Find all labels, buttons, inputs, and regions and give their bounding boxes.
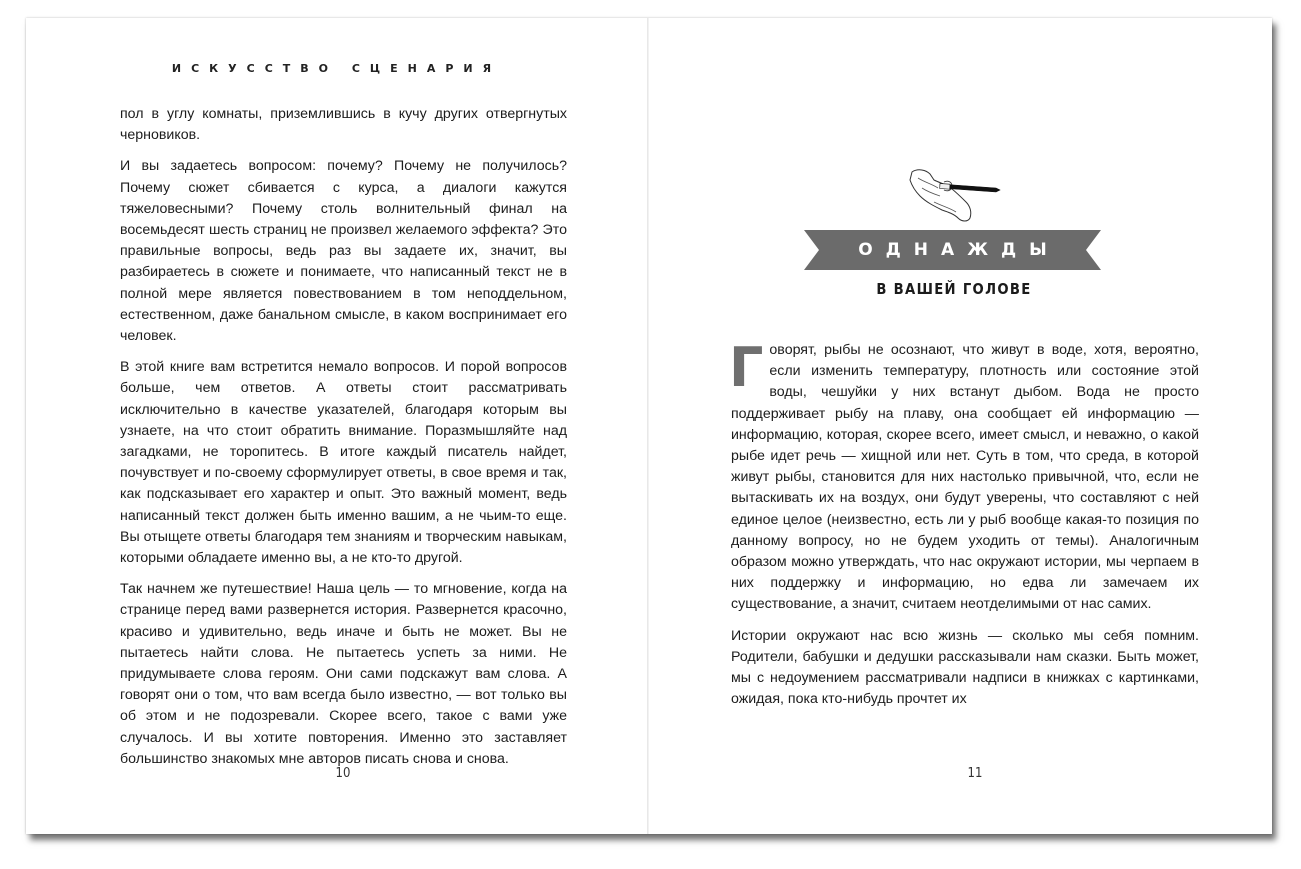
right-page — [649, 18, 1272, 834]
left-paragraph-2: И вы задаетесь вопросом: почему? Почему не получилось? Почему сюжет сбивается с курса, а диалоги кажутся тяжеловесными? Почему столь волнительный финал на восемьдесят шесть страниц не произвел желаемого эффекта? Это правильные вопросы, ведь раз вы задаете их, значит, вы разбираетесь в сюжете и понимаете, что написанный текст не в полной мере является повествованием в том неподдельном, естественном, даже банальном смысле, в каком воспринимает его человек. — [120, 158, 567, 345]
hand-with-pen-icon — [904, 162, 1004, 224]
drop-cap-letter: Г — [729, 336, 764, 399]
running-head: ИСКУССТВО СЦЕНАРИЯ — [171, 62, 502, 75]
left-page-text — [120, 104, 567, 780]
left-paragraph-4: Так начнем же путешествие! Наша цель — то мгновение, когда на странице перед вами развернется история. Развернется красочно, красиво и удивительно, ведь иначе и быть не может. Вы не пытаетесь найти слова. Не пытаетесь успеть за ними. Не придумываете слова героям. Они сами подскажут вам слова. А говорят они о том, что вам всегда было известно, — вот только вы об этом и не подозревали. Скорее всего, такое с вами уже случалось. И вы хотите повторения. Именно это заставляет большинство знакомых мне авторов писать снова и снова. — [120, 581, 567, 767]
book-spread — [26, 18, 1272, 834]
chapter-banner-title: ОДНАЖДЫ — [858, 240, 1060, 260]
left-page — [26, 18, 647, 834]
right-page-text — [729, 336, 1199, 720]
right-paragraph-1-text: оворят, рыбы не осознают, что живут в воде, хотя, вероятно, если изменить температуру, плотность или состояние этой воды, чешуйки у них встанут дыбом. Вода не просто поддерживает рыбу на плаву, она сообщает ей информацию — информацию, которая, скорее всего, имеет смысл, и неважно, о какой рыбе идет речь — хищной или нет. Суть в том, что среда, в которой живут рыбы, становится для них настолько привычной, что, если не вытаскивать их на воздух, они будут уверены, что составляют с ней единое целое (неизвестно, есть ли у рыб вообще какая-то позиция по данному вопросу, но не будем уходить от темы). Аналогичным образом можно утверждать, что нас окружают истории, мы черпаем в них поддержку и информацию, но едва ли замечаем их существование, а значит, считаем неотделимыми от нас самих. — [731, 342, 1199, 613]
left-paragraph-3: В этой книге вам встретится немало вопросов. И порой вопросов больше, чем ответов. А ответы стоит рассматривать исключительно в качестве указателей, благодаря которым вы узнаете, на что стоит обратить внимание. Поразмышляйте над загадками, не торопитесь. В итоге каждый писатель найдет, почувствует и по-своему сформулирует ответы, в свое время и так, как подсказывает его характер и опыт. Это важный момент, ведь написанный текст должен быть именно вашим, а не чьим-то еще. Вы отыщете ответы благодаря тем знаниям и творческим навыкам, которыми обладаете именно вы, а не кто-то другой. — [120, 359, 567, 567]
left-paragraph-1: пол в углу комнаты, приземлившись в кучу других отвергнутых черновиков. — [120, 106, 567, 144]
right-paragraph-2: Истории окружают нас всю жизнь — сколько мы себя помним. Родители, бабушки и дедушки рассказывали нам сказки. Быть может, мы с недоумением рассматривали надписи в книжках с картинками, ожидая, пока кто-нибудь прочтет их — [731, 627, 1199, 708]
chapter-subtitle: В ВАШЕЙ ГОЛОВЕ — [876, 280, 1032, 298]
right-paragraph-1 — [729, 336, 1199, 616]
page-number-left: 10 — [335, 766, 351, 781]
page-number-right: 11 — [967, 766, 983, 781]
